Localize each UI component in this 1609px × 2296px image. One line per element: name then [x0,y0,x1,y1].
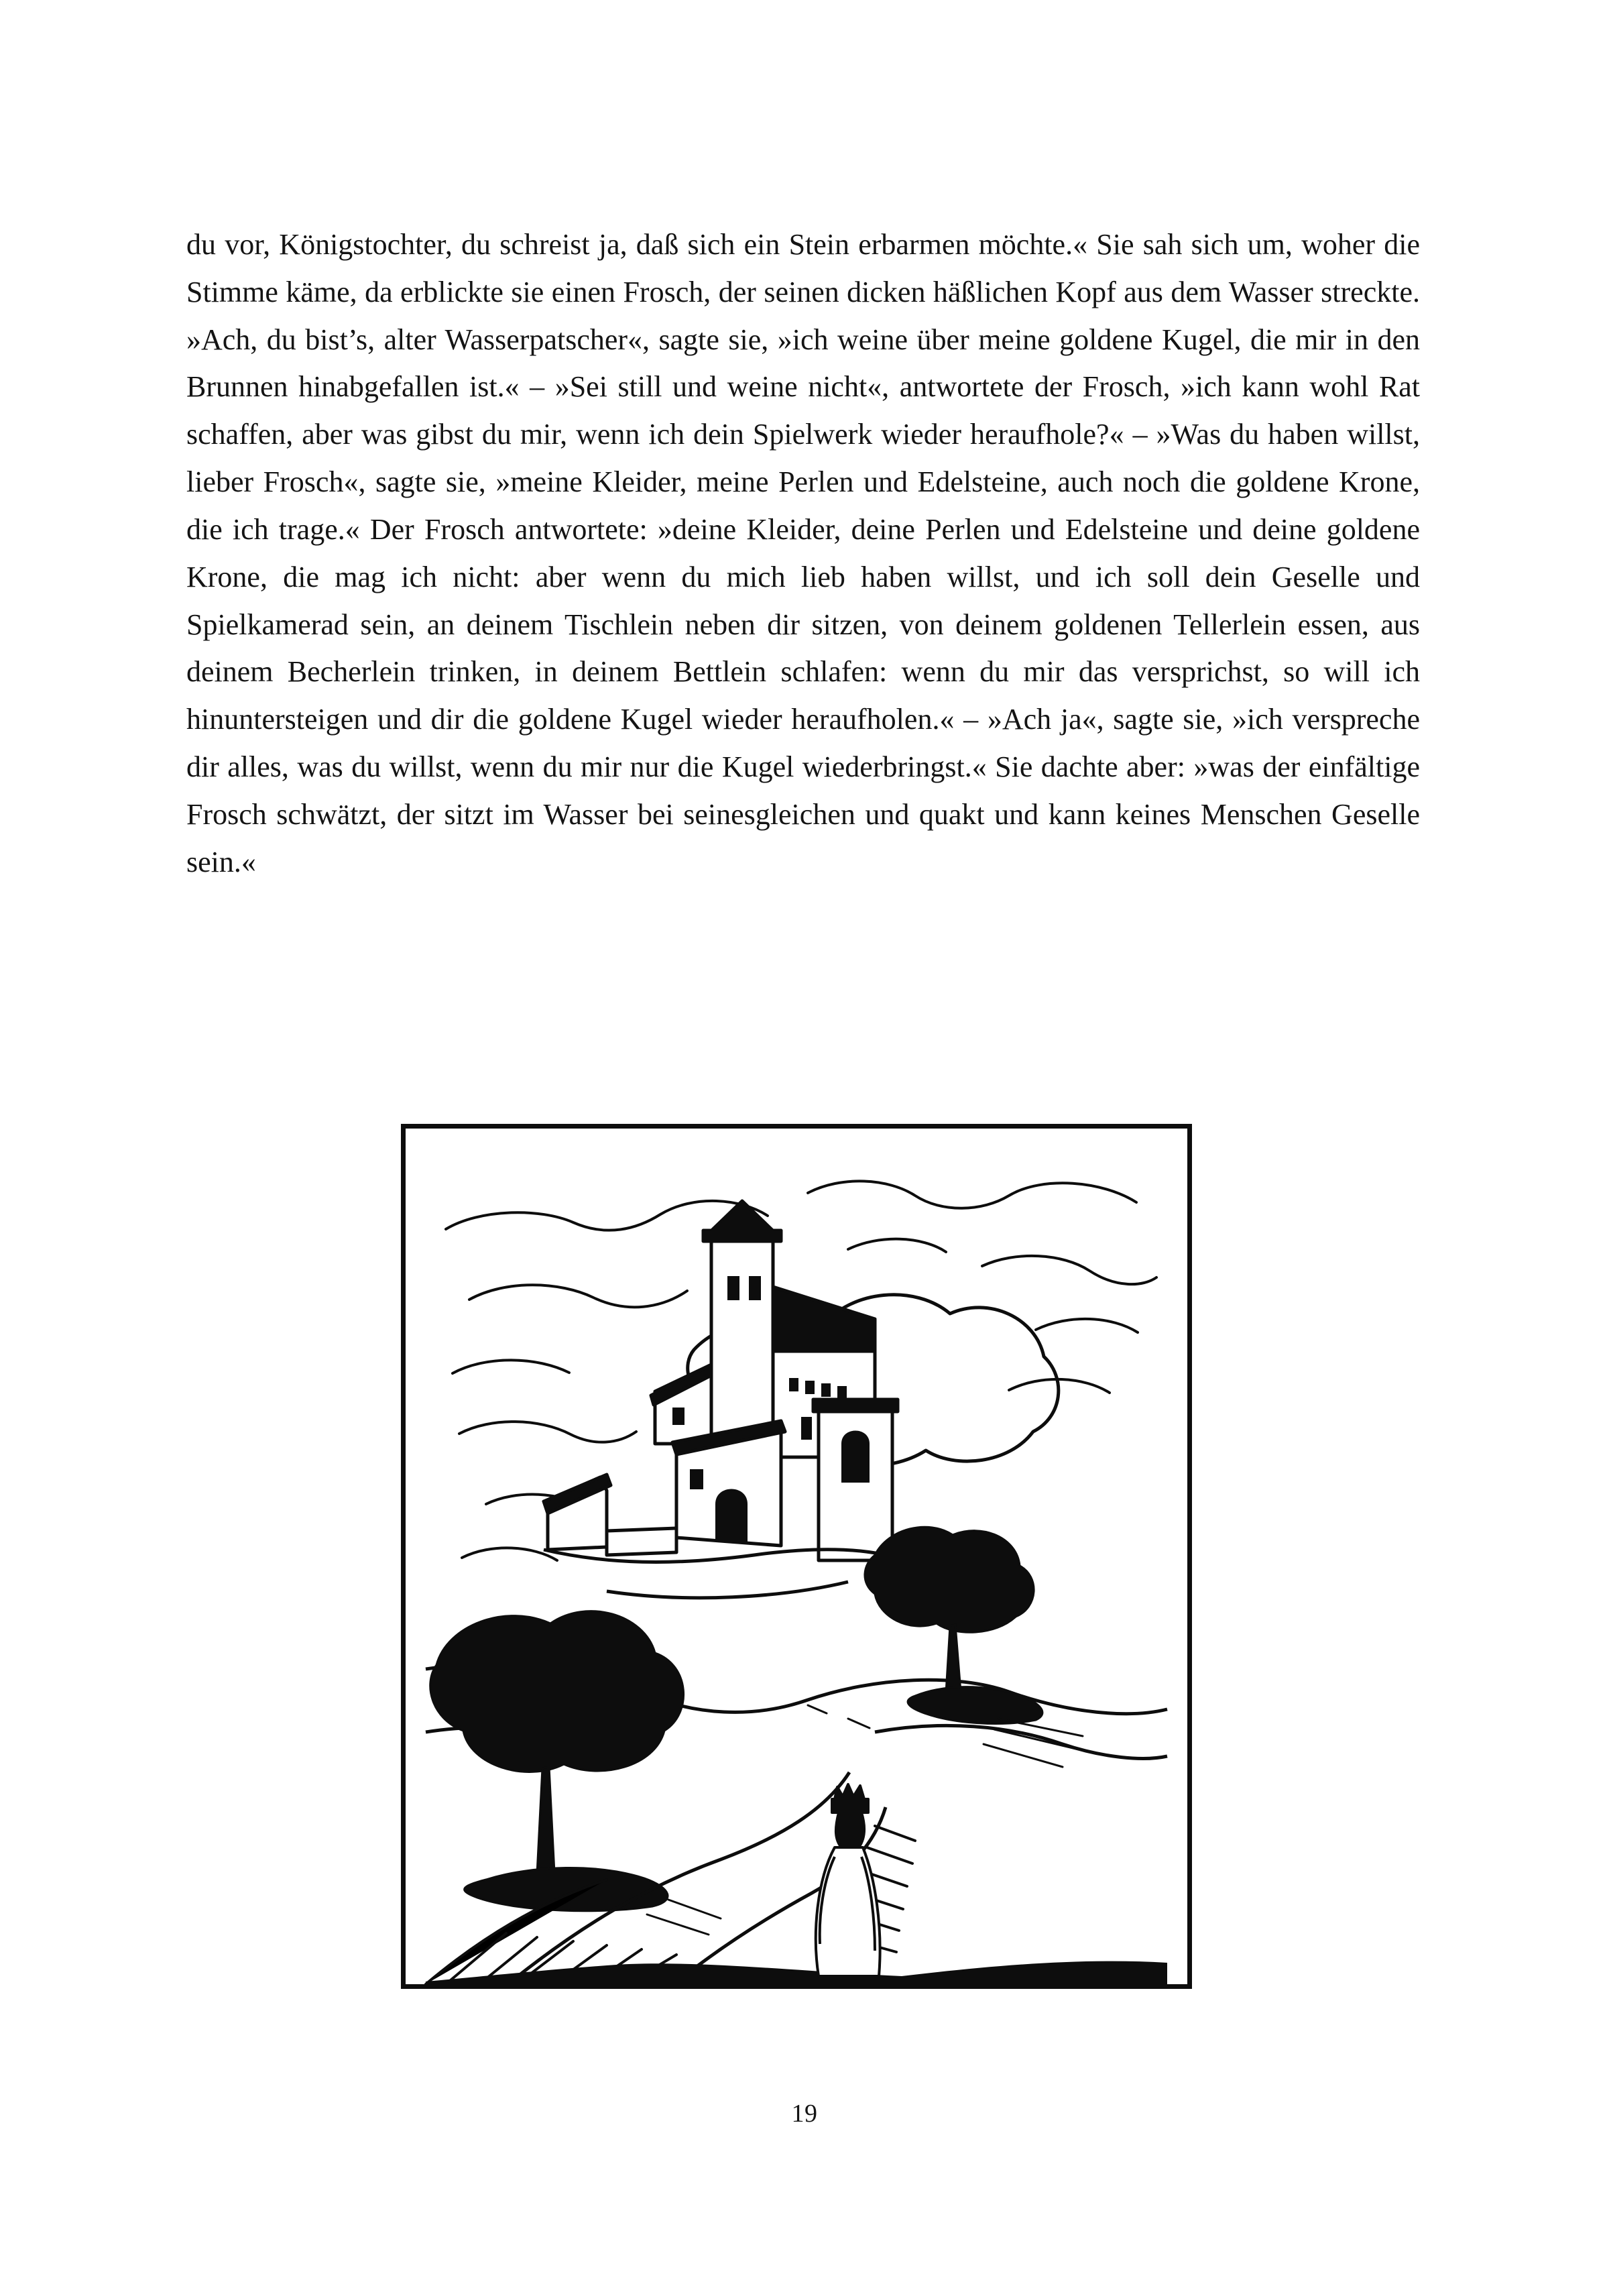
castle-illustration-icon [406,1129,1187,1984]
body-text-block [186,221,1420,886]
page-number: 19 [791,2100,818,2128]
illustration-figure [401,1124,1192,1989]
body-paragraph: du vor, Königstochter, du schreist ja, daß sich ein Stein erbarmen möchte.« Sie sah sich um, woher die Stimme käme, da erblickte sie einen Frosch, der seinen dicken häßlichen Kopf aus dem Wasser streckte. »Ach, du bist’s, alter Wasserpatscher«, sagte sie, »ich weine über meine goldene Kugel, die mir in den Brunnen hinabgefallen ist.« – »Sei still und weine nicht«, antwortete der Frosch, »ich kann wohl Rat schaffen, aber was gibst du mir, wenn ich dein Spielwerk wieder heraufhole?« – »Was du haben willst, lieber Frosch«, sagte sie, »meine Kleider, meine Perlen und Edelsteine, auch noch die goldene Krone, die ich trage.« Der Frosch antwortete: »deine Kleider, deine Perlen und Edelsteine und deine goldene Krone, die mag ich nicht: aber wenn du mich lieb haben willst, und ich soll dein Geselle und Spielkamerad sein, an deinem Tischlein neben dir sitzen, von deinem goldenen Tellerlein essen, aus deinem Becherlein trinken, in deinem Bettlein schlafen: wenn du mir das versprichst, so will ich hinuntersteigen und dir die goldene Kugel wieder heraufholen.« – »Ach ja«, sagte sie, »ich verspreche dir alles, was du willst, wenn du mir nur die Kugel wiederbringst.« Sie dachte aber: »was der einfältige Frosch schwätzt, der sitzt im Wasser bei seinesgleichen und quakt und kann keines Menschen Geselle sein.« [186,228,1420,878]
